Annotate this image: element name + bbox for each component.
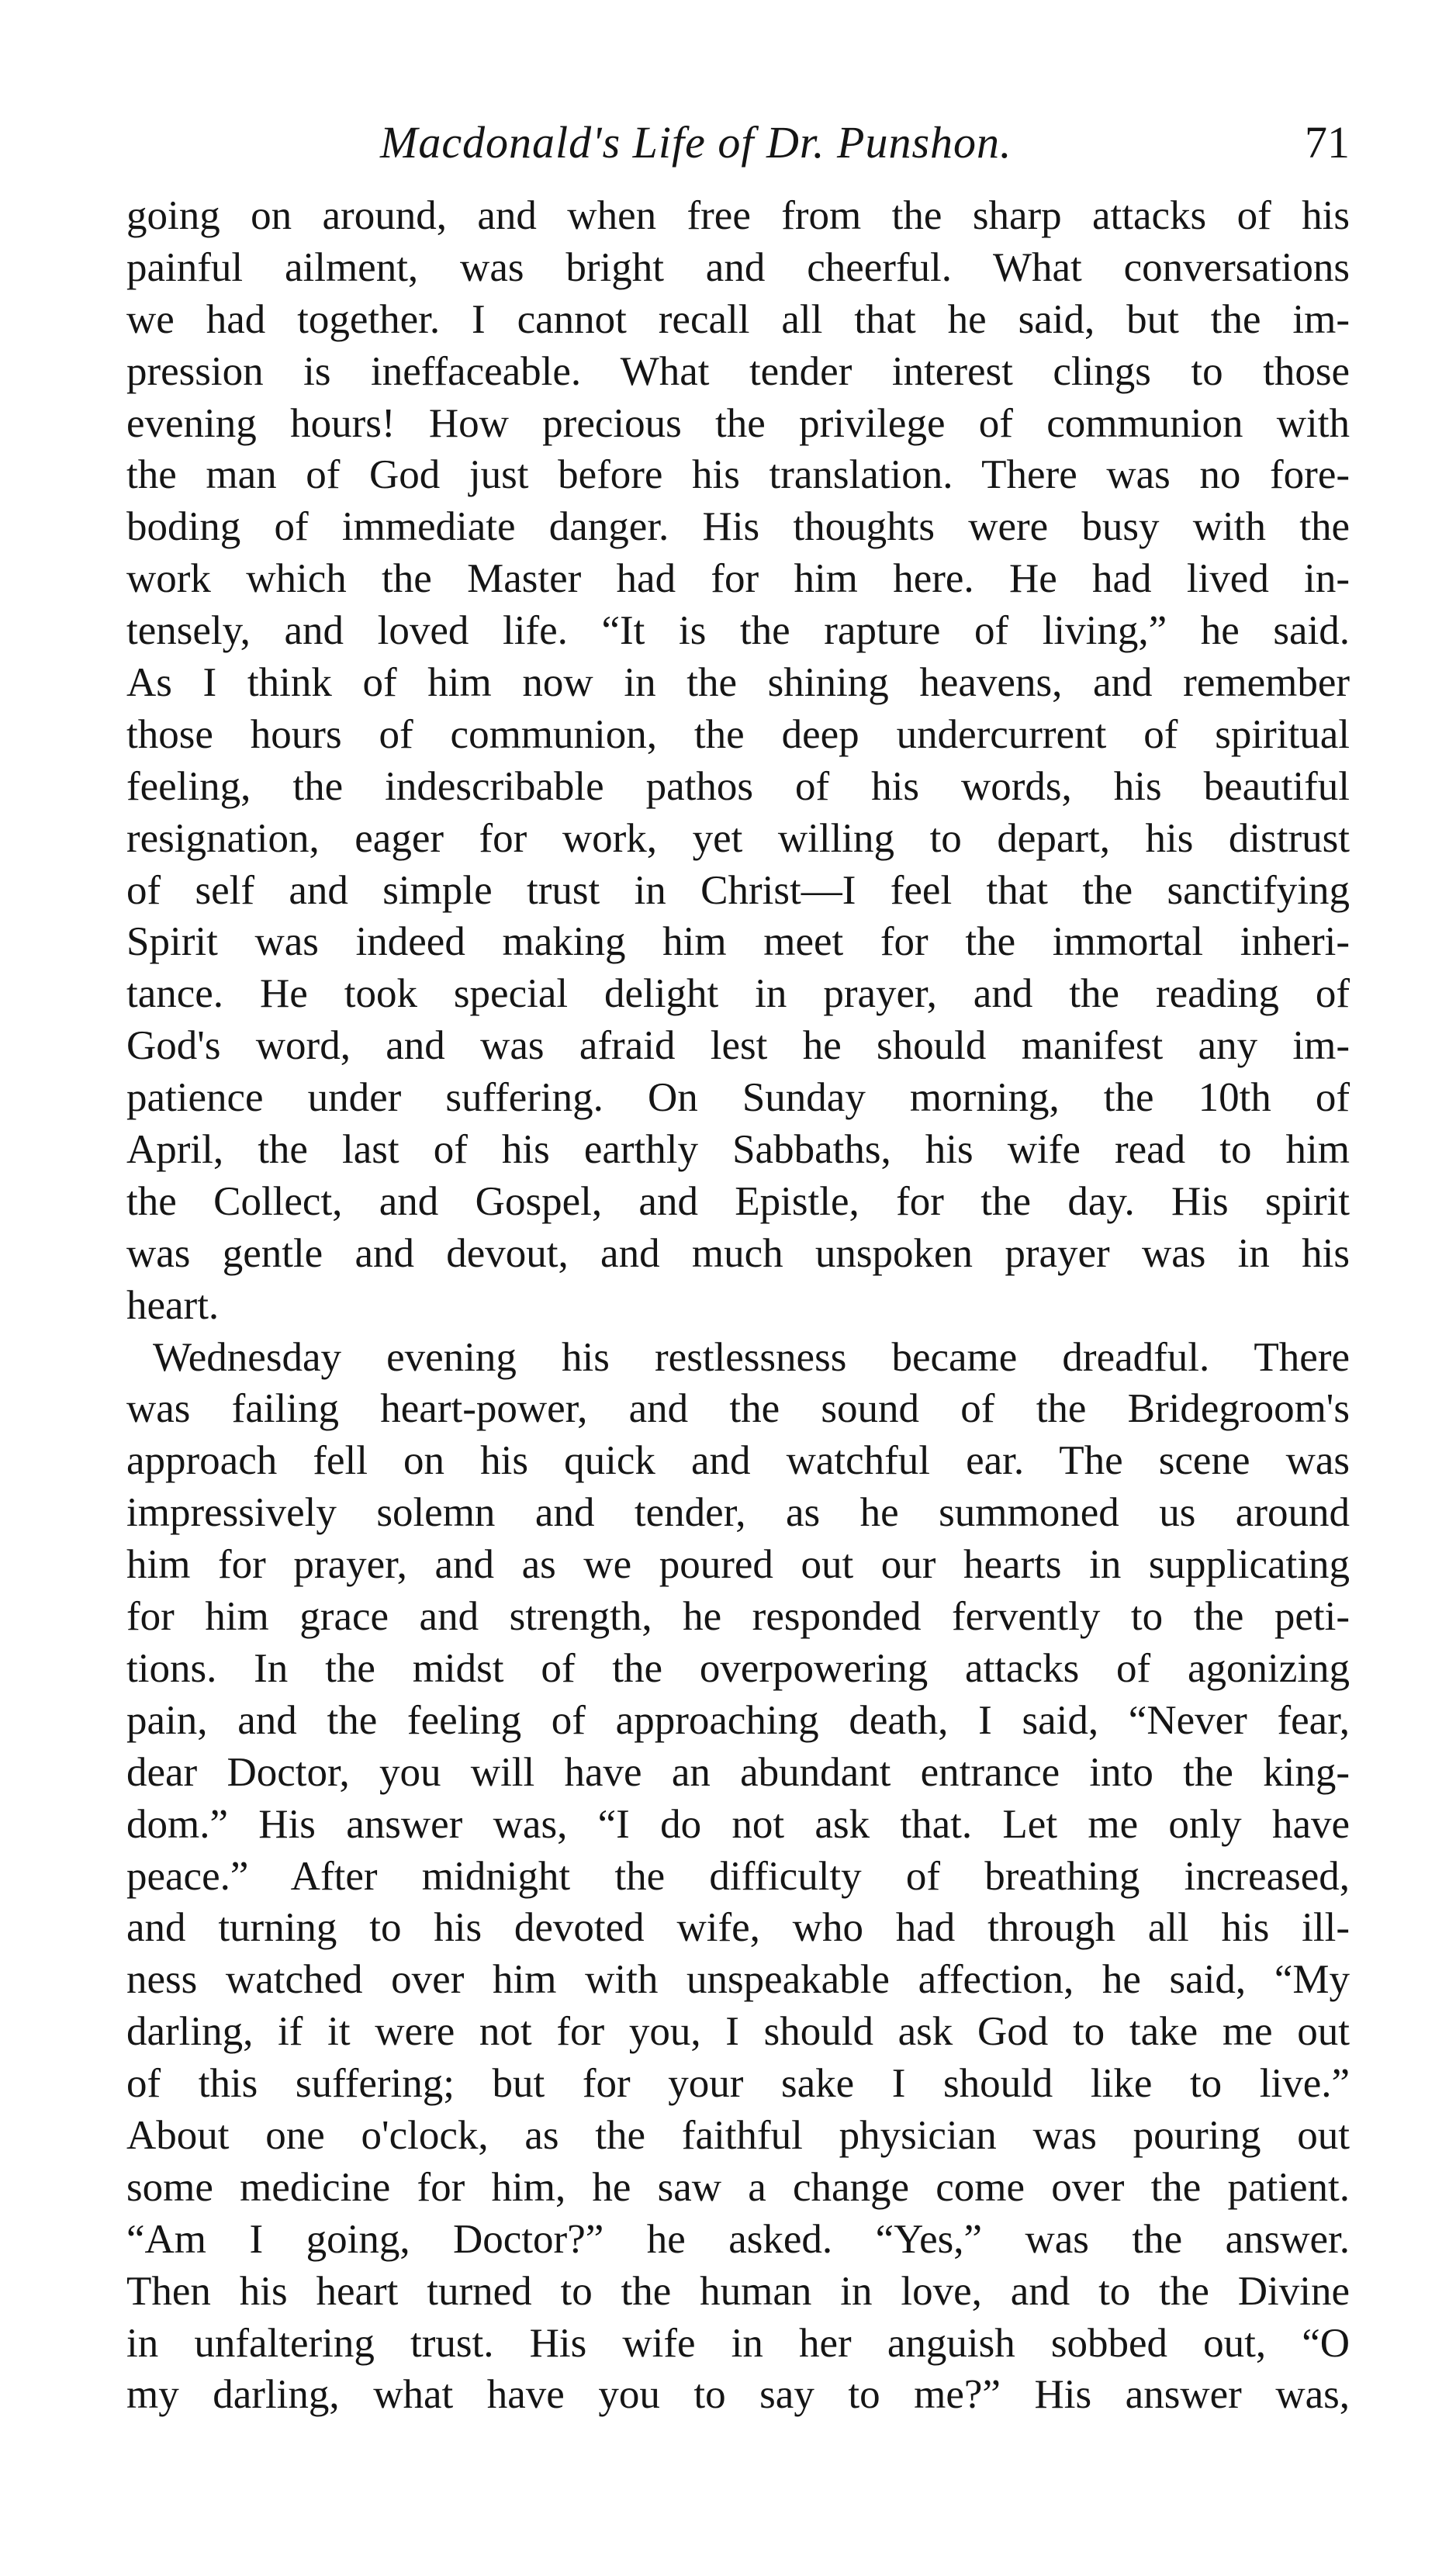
paragraph xyxy=(126,1332,1350,2422)
text-line: my darling, what have you to say to me?” His answer was, xyxy=(126,2372,1350,2418)
text-line: “Am I going, Doctor?” he asked. “Yes,” was the answer. xyxy=(126,2216,1350,2262)
text-line: boding of immediate danger. His thoughts were busy with the xyxy=(126,504,1350,550)
text-line: of self and simple trust in Christ—I feel that the sanctifying xyxy=(126,867,1350,913)
text-line: some medicine for him, he saw a change come over the patient. xyxy=(126,2164,1350,2210)
text-line: tance. He took special delight in prayer, and the reading of xyxy=(126,971,1350,1017)
page-number: 71 xyxy=(1305,117,1350,168)
text-line: pain, and the feeling of approaching death, I said, “Never fear, xyxy=(126,1697,1350,1743)
text-line: God's word, and was afraid lest he should manifest any im- xyxy=(126,1023,1350,1069)
text-line: painful ailment, was bright and cheerful. What conversations xyxy=(126,244,1350,290)
text-line: dear Doctor, you will have an abundant entrance into the king- xyxy=(126,1749,1350,1795)
text-line: As I think of him now in the shining heavens, and remember xyxy=(126,660,1350,706)
text-line: tensely, and loved life. “It is the rapture of living,” he said. xyxy=(126,608,1350,654)
text-line: impressively solemn and tender, as he summoned us around xyxy=(126,1490,1350,1536)
text-line: work which the Master had for him here. He had lived in- xyxy=(126,556,1350,602)
text-line: him for prayer, and as we poured out our hearts in supplicating xyxy=(126,1542,1350,1588)
text-line: in unfaltering trust. His wife in her anguish sobbed out, “O xyxy=(126,2320,1350,2366)
text-line: going on around, and when free from the sharp attacks of his xyxy=(126,193,1350,238)
text-line: About one o'clock, as the faithful physician was pouring out xyxy=(126,2112,1350,2158)
text-line: Wednesday evening his restlessness became dreadful. There xyxy=(153,1334,1350,1380)
text-line: heart. xyxy=(126,1282,220,1328)
running-title: Macdonald's Life of Dr. Punshon. xyxy=(380,117,1012,168)
text-line: was gentle and devout, and much unspoken prayer was in his xyxy=(126,1230,1350,1276)
text-line: the Collect, and Gospel, and Epistle, for the day. His spirit xyxy=(126,1178,1350,1224)
text-line: feeling, the indescribable pathos of his words, his beautiful xyxy=(126,763,1350,809)
text-line: resignation, eager for work, yet willing to depart, his distrust xyxy=(126,815,1350,861)
text-line: dom.” His answer was, “I do not ask that. Let me only have xyxy=(126,1801,1350,1847)
body-text xyxy=(126,190,1350,2421)
text-line: approach fell on his quick and watchful ear. The scene was xyxy=(126,1438,1350,1484)
text-line: for him grace and strength, he responded fervently to the peti- xyxy=(126,1594,1350,1640)
text-line: we had together. I cannot recall all that he said, but the im- xyxy=(126,296,1350,342)
text-line: patience under suffering. On Sunday morning, the 10th of xyxy=(126,1075,1350,1121)
text-line: and turning to his devoted wife, who had through all his ill- xyxy=(126,1905,1350,1951)
text-line: Spirit was indeed making him meet for the immortal inheri- xyxy=(126,919,1350,965)
text-line: those hours of communion, the deep undercurrent of spiritual xyxy=(126,711,1350,757)
text-line: peace.” After midnight the difficulty of breathing increased, xyxy=(126,1853,1350,1899)
running-head xyxy=(124,116,1365,171)
text-line: April, the last of his earthly Sabbaths, his wife read to him xyxy=(126,1127,1350,1173)
text-line: ness watched over him with unspeakable affection, he said, “My xyxy=(126,1957,1350,2003)
text-line: evening hours! How precious the privilege of communion with xyxy=(126,400,1350,446)
text-line: Then his heart turned to the human in love, and to the Divine xyxy=(126,2268,1350,2314)
text-line: tions. In the midst of the overpowering attacks of agonizing xyxy=(126,1645,1350,1691)
text-line: darling, if it were not for you, I should ask God to take me out xyxy=(126,2009,1350,2055)
paragraph xyxy=(126,190,1350,1332)
text-line: of this suffering; but for your sake I should like to live.” xyxy=(126,2061,1350,2107)
text-line: the man of God just before his translation. There was no fore- xyxy=(126,452,1350,498)
text-line: pression is ineffaceable. What tender interest clings to those xyxy=(126,348,1350,394)
text-line: was failing heart-power, and the sound of the Bridegroom's xyxy=(126,1386,1350,1432)
